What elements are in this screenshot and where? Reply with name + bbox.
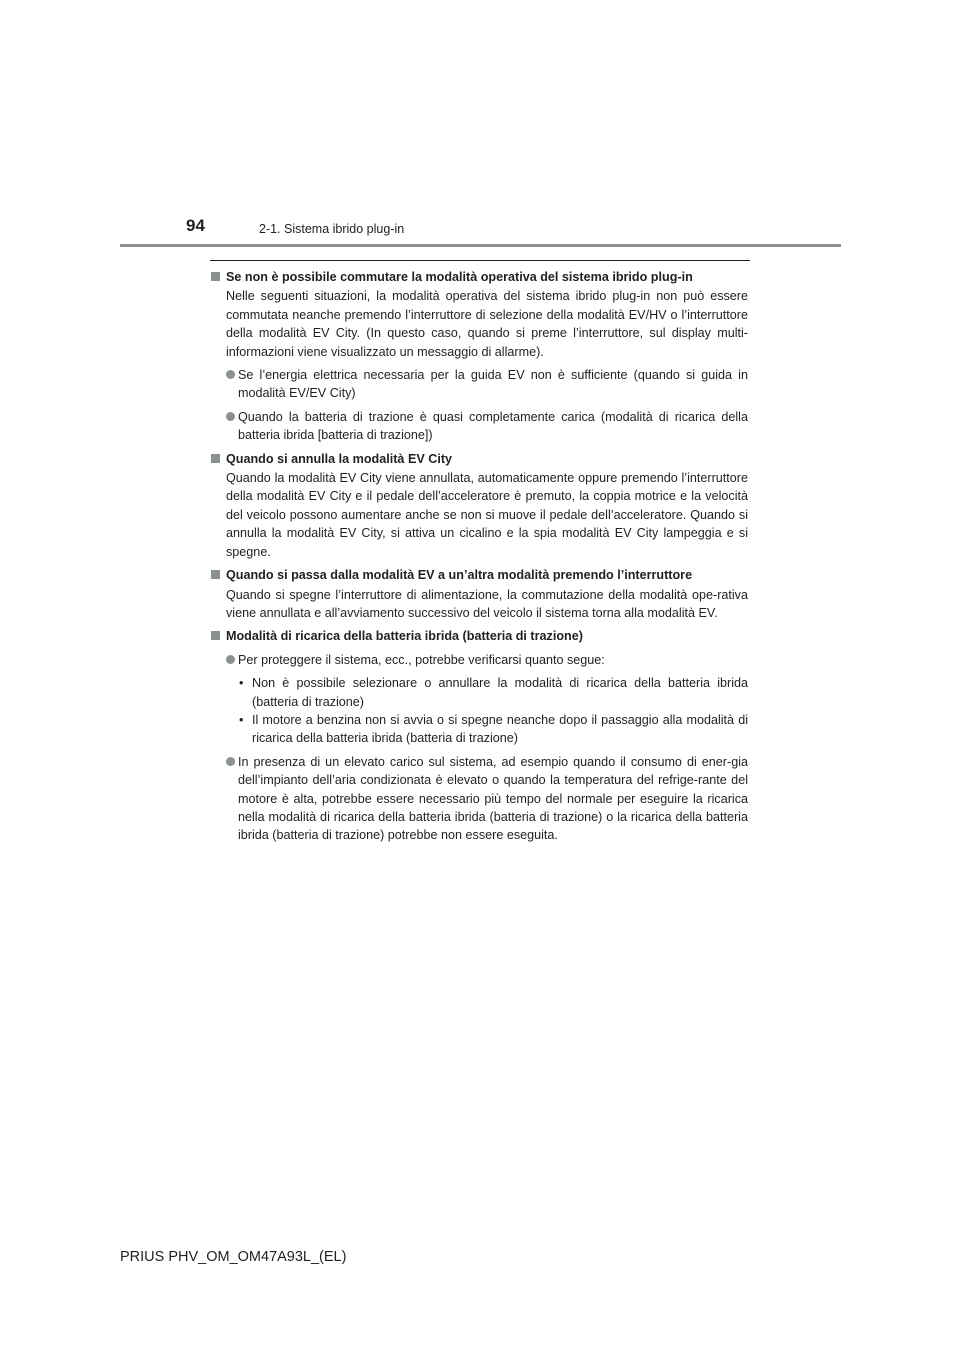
section-heading	[210, 268, 748, 286]
heading-text: Quando si annulla la modalità EV City	[226, 451, 453, 466]
square-bullet-icon	[211, 631, 220, 640]
list-item-text: In presenza di un elevato carico sul sistema, ad esempio quando il consumo di ener-gia dell’impianto dell’aria condizionata è elevato o quando la temperatura del refrige-rante del motore è alta, potrebbe essere necessario più tempo del normale per eseguire la ricarica nella modalità di ricarica della batteria ibrida (batteria di trazione) o la ricarica della batteria ibrida (batteria di trazione) potrebbe non essere eseguita.	[238, 754, 748, 843]
paragraph: Quando la modalità EV City viene annullata, automaticamente oppure premendo l’interruttore della modalità EV City e il pedale dell’acceleratore è premuto, la coppia motrice e la velocità del veicolo possono aumentare anche se non si muove il pedale dell’acceleratore. Quando si annulla la modalità EV City, si attiva un cicalino e la spia modalità EV City lampeggia e si spegne.	[226, 471, 748, 559]
header-divider	[120, 244, 841, 247]
circle-bullet-icon	[226, 370, 235, 379]
list-item	[210, 753, 748, 845]
list-item-text: Per proteggere il sistema, ecc., potrebbe verificarsi quanto segue:	[238, 652, 605, 667]
heading-text: Quando si passa dalla modalità EV a un’altra modalità premendo l’interruttore	[226, 568, 693, 583]
section-title: 2-1. Sistema ibrido plug-in	[259, 222, 405, 236]
paragraph: Quando si spegne l’interruttore di alimentazione, la commutazione della modalità ope-rativa viene annullata e all’avviamento successivo del veicolo il sistema torna alla modalità EV.	[226, 587, 748, 620]
list-item	[210, 366, 748, 403]
document-code: PRIUS PHV_OM_OM47A93L_(EL)	[120, 1249, 347, 1265]
sub-list	[210, 674, 748, 748]
list-item	[210, 408, 748, 445]
heading-text: Modalità di ricarica della batteria ibrida (batteria di trazione)	[226, 629, 583, 644]
sub-list-item	[210, 711, 748, 748]
small-bullet-icon: •	[239, 712, 244, 727]
list-item	[210, 651, 748, 669]
content-divider	[210, 260, 750, 261]
list-item-text: Se l’energia elettrica necessaria per la guida EV non è sufficiente (quando si guida in modalità EV/EV City)	[238, 368, 748, 401]
section-heading	[210, 450, 748, 468]
circle-bullet-icon	[226, 655, 235, 664]
paragraph: Nelle seguenti situazioni, la modalità operativa del sistema ibrido plug-in non può essere commutata neanche premendo l’interruttore di selezione della modalità EV/HV o l’interruttore della modalità EV City. (In questo caso, quando si preme l’interruttore, sul display multi-informazioni viene visualizzato un messaggio di allarme).	[226, 289, 748, 359]
sub-list-item-text: Il motore a benzina non si avvia o si spegne neanche dopo il passaggio alla modalità di ricarica della batteria ibrida (batteria di trazione)	[252, 712, 748, 746]
circle-bullet-icon	[226, 757, 235, 766]
small-bullet-icon: •	[239, 676, 244, 691]
sub-list-item-text: Non è possibile selezionare o annullare la modalità di ricarica della batteria ibrida (batteria di trazione)	[252, 676, 748, 709]
page-content	[210, 268, 748, 845]
square-bullet-icon	[211, 454, 220, 463]
square-bullet-icon	[211, 570, 220, 579]
sub-list-item	[210, 674, 748, 711]
list-item-text: Quando la batteria di trazione è quasi completamente carica (modalità di ricarica della batteria ibrida [batteria di trazione])	[238, 409, 748, 443]
section-heading	[210, 627, 748, 645]
page-number: 94	[186, 216, 205, 235]
section-heading	[210, 566, 748, 584]
heading-text: Se non è possibile commutare la modalità operativa del sistema ibrido plug-in	[226, 270, 693, 284]
circle-bullet-icon	[226, 412, 235, 421]
square-bullet-icon	[211, 272, 220, 281]
